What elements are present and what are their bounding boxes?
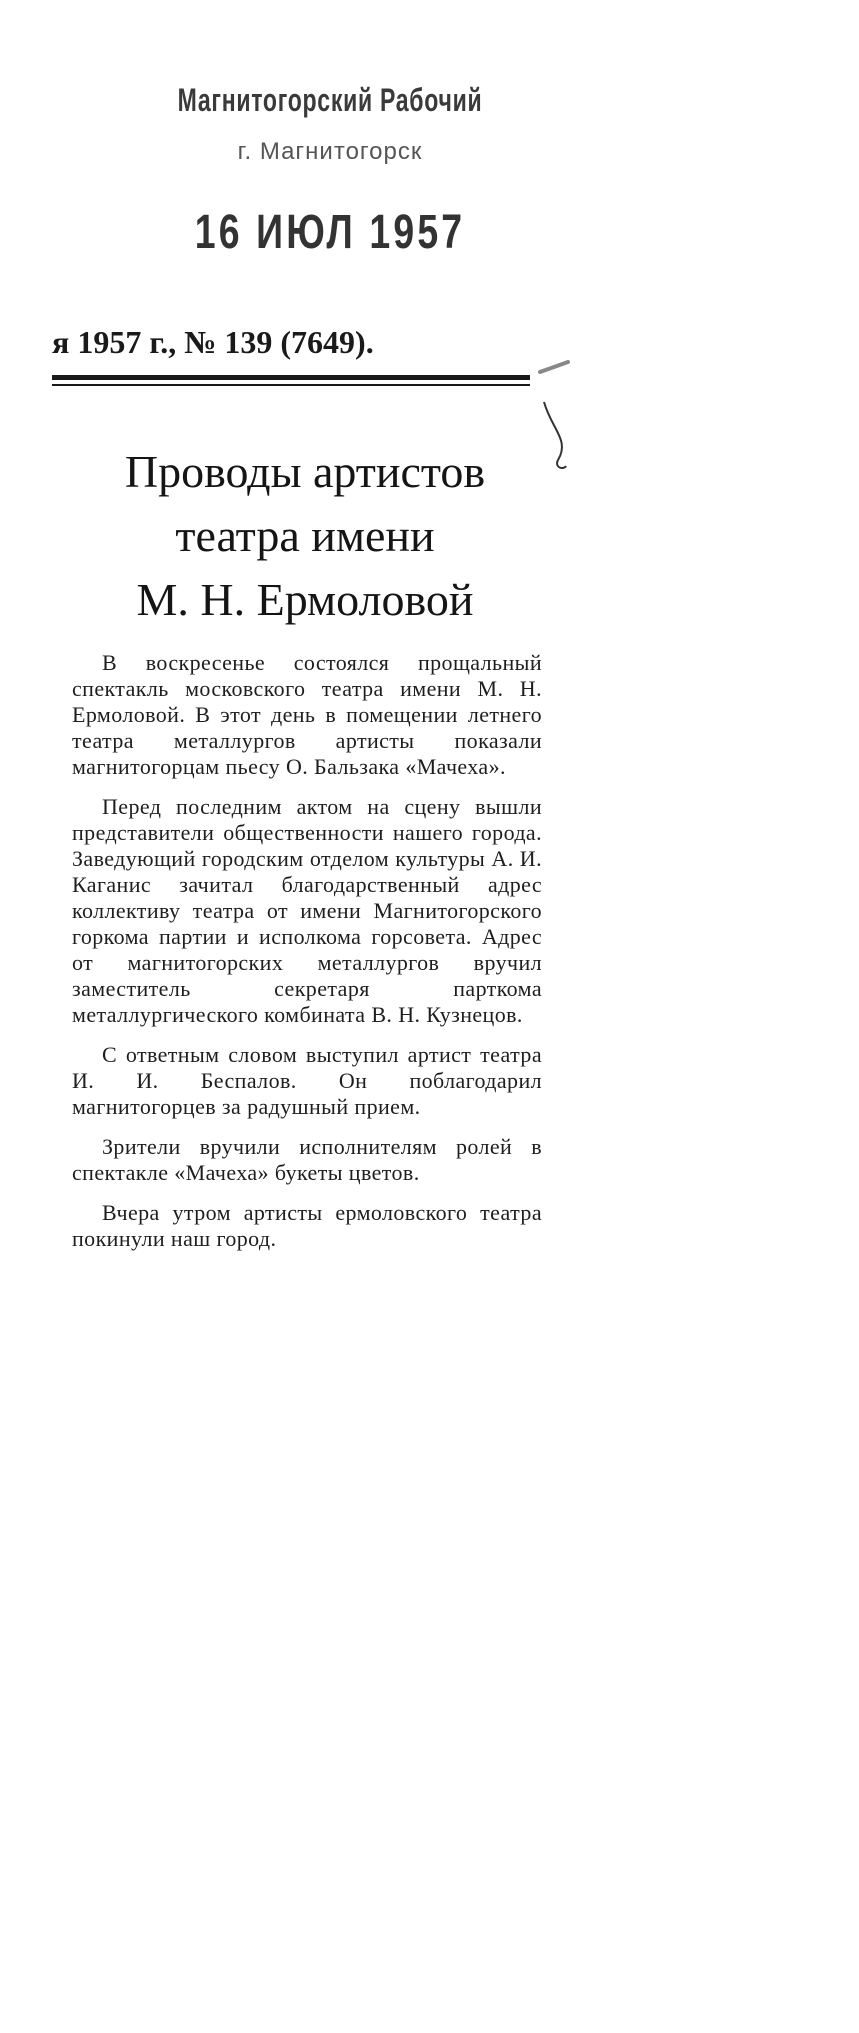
article-paragraph: С ответным словом выступил артист театра И. И. Беспалов. Он поблагодарил магнитогорцев за радушный прием.: [72, 1042, 542, 1119]
article-paragraph: В воскресенье состоялся прощальный спектакль московского театра имени М. Н. Ермоловой. В этот день в помещении летнего театра металлургов артисты показали магнитогорцам пьесу О. Бальзака «Мачеха».: [72, 650, 542, 779]
stamp-date: 16 ИЮЛ 1957: [194, 206, 466, 259]
issue-number-line: я 1957 г., № 139 (7649).: [52, 324, 374, 360]
stamp-paper-name: Магнитогорский Рабочий: [177, 82, 483, 118]
library-stamp: [0, 0, 654, 290]
article-headline: [60, 440, 550, 632]
header-rule: [52, 375, 530, 380]
article-paragraph: Зрители вручили исполнителям ролей в спектакле «Мачеха» букеты цветов.: [72, 1134, 542, 1185]
stamp-city: г. Магнитогорск: [237, 138, 423, 165]
headline-line-3: М. Н. Ермоловой: [136, 574, 474, 625]
headline-line-1: Проводы артистов: [124, 446, 486, 497]
article-body: [72, 650, 542, 1266]
article-paragraph: Вчера утром артисты ермоловского театра покинули наш город.: [72, 1200, 542, 1251]
headline-line-2: театра имени: [175, 510, 435, 561]
article-paragraph: Перед последним актом на сцену вышли представители общественности нашего города. Заведующий городским отделом культуры А. И. Каганис зачитал благодарственный адрес коллективу театра от имени Магнитогорского горкома партии и исполкома горсовета. Адрес от магнитогорских металлургов вручил заместитель секретаря парткома металлургического комбината В. Н. Кузнецов.: [72, 794, 542, 1027]
header-rule-thin: [52, 384, 530, 386]
